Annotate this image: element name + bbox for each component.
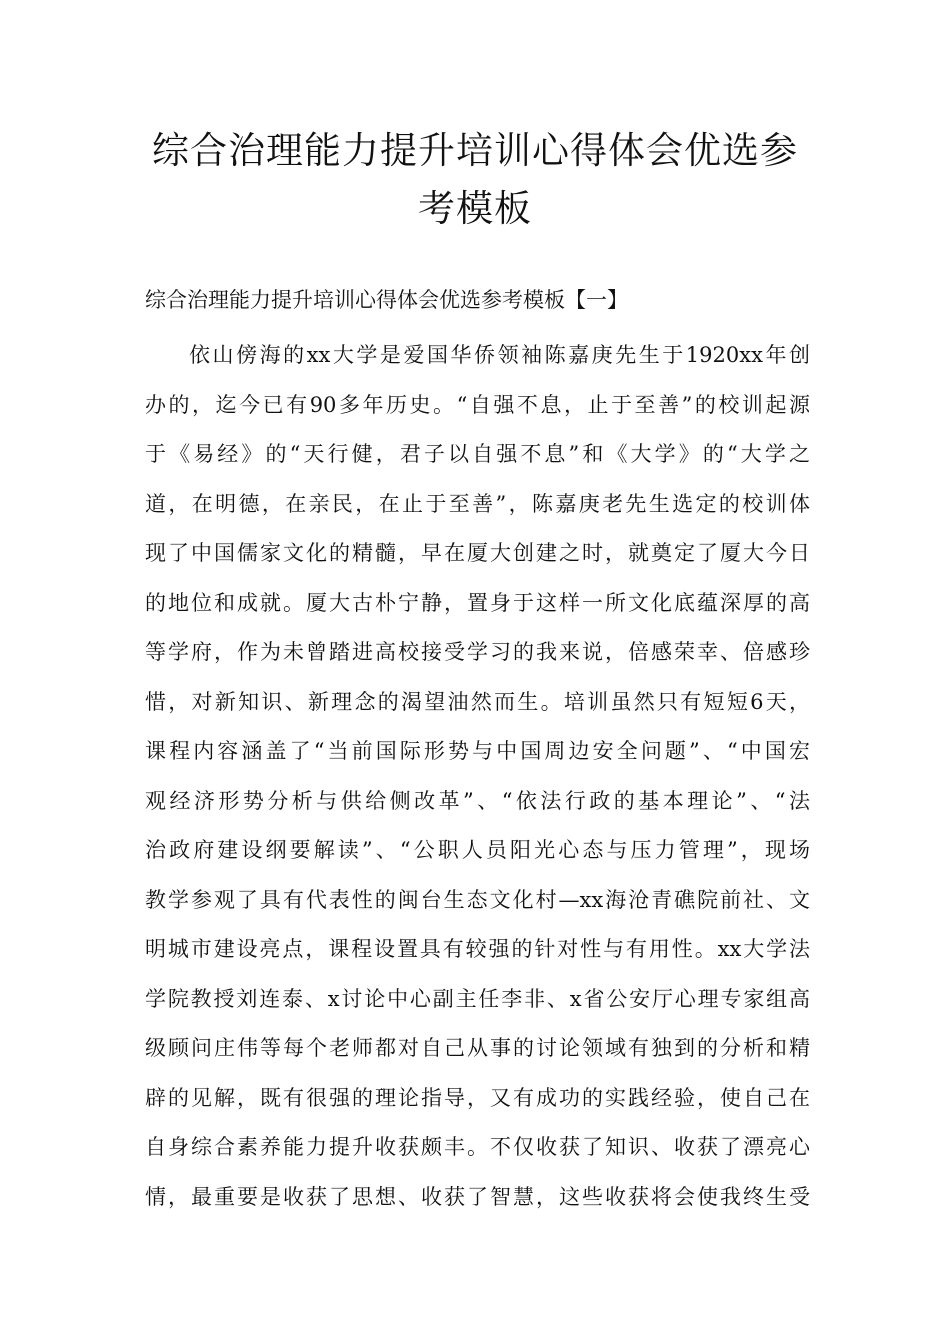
body-line: 级顾问庄伟等每个老师都对自己从事的讨论领域有独到的分析和精 xyxy=(145,1036,810,1060)
body-line: 惜，对新知识、新理念的渴望油然而生。培训虽然只有短短6天， xyxy=(145,689,810,714)
body-line: 依山傍海的xx大学是爱国华侨领袖陈嘉庚先生于1920xx年创 xyxy=(189,343,810,367)
body-line: 教学参观了具有代表性的闽台生态文化村—xx海沧青礁院前社、文 xyxy=(145,887,810,912)
body-line: 现了中国儒家文化的精髓，早在厦大创建之时，就奠定了厦大今日 xyxy=(145,541,810,565)
body-line: 自身综合素养能力提升收获颇丰。不仅收获了知识、收获了漂亮心 xyxy=(145,1135,810,1159)
body-line: 于《易经》的“天行健，君子以自强不息”和《大学》的“大学之 xyxy=(145,442,810,466)
document-title-line-2: 考模板 xyxy=(418,187,532,230)
document-title-line-1: 综合治理能力提升培训心得体会优选参 xyxy=(152,129,798,172)
body-paragraph xyxy=(145,331,810,1222)
body-line: 治政府建设纲要解读”、“公职人员阳光心态与压力管理”，现场 xyxy=(145,838,810,862)
body-line: 观经济形势分析与供给侧改革”、“依法行政的基本理论”、“法 xyxy=(145,788,810,813)
section-heading: 综合治理能力提升培训心得体会优选参考模板【一】 xyxy=(145,288,628,312)
body-line: 课程内容涵盖了“当前国际形势与中国周边安全问题”、“中国宏 xyxy=(145,739,810,763)
body-line: 办的，迄今已有90多年历史。“自强不息，止于至善”的校训起源 xyxy=(145,392,810,417)
body-line: 明城市建设亮点，课程设置具有较强的针对性与有用性。xx大学法 xyxy=(145,937,810,961)
body-line: 等学府，作为未曾踏进高校接受学习的我来说，倍感荣幸、倍感珍 xyxy=(145,640,810,664)
document-title xyxy=(120,122,830,238)
body-line: 辟的见解，既有很强的理论指导，又有成功的实践经验，使自己在 xyxy=(145,1085,810,1110)
body-line: 学院教授刘连泰、x讨论中心副主任李非、x省公安厅心理专家组高 xyxy=(145,986,810,1011)
body-line: 道，在明德，在亲民，在止于至善”，陈嘉庚老先生选定的校训体 xyxy=(145,491,810,516)
body-line: 的地位和成就。厦大古朴宁静，置身于这样一所文化底蕴深厚的高 xyxy=(145,590,810,615)
body-line: 情，最重要是收获了思想、收获了智慧，这些收获将会使我终生受 xyxy=(145,1184,810,1209)
